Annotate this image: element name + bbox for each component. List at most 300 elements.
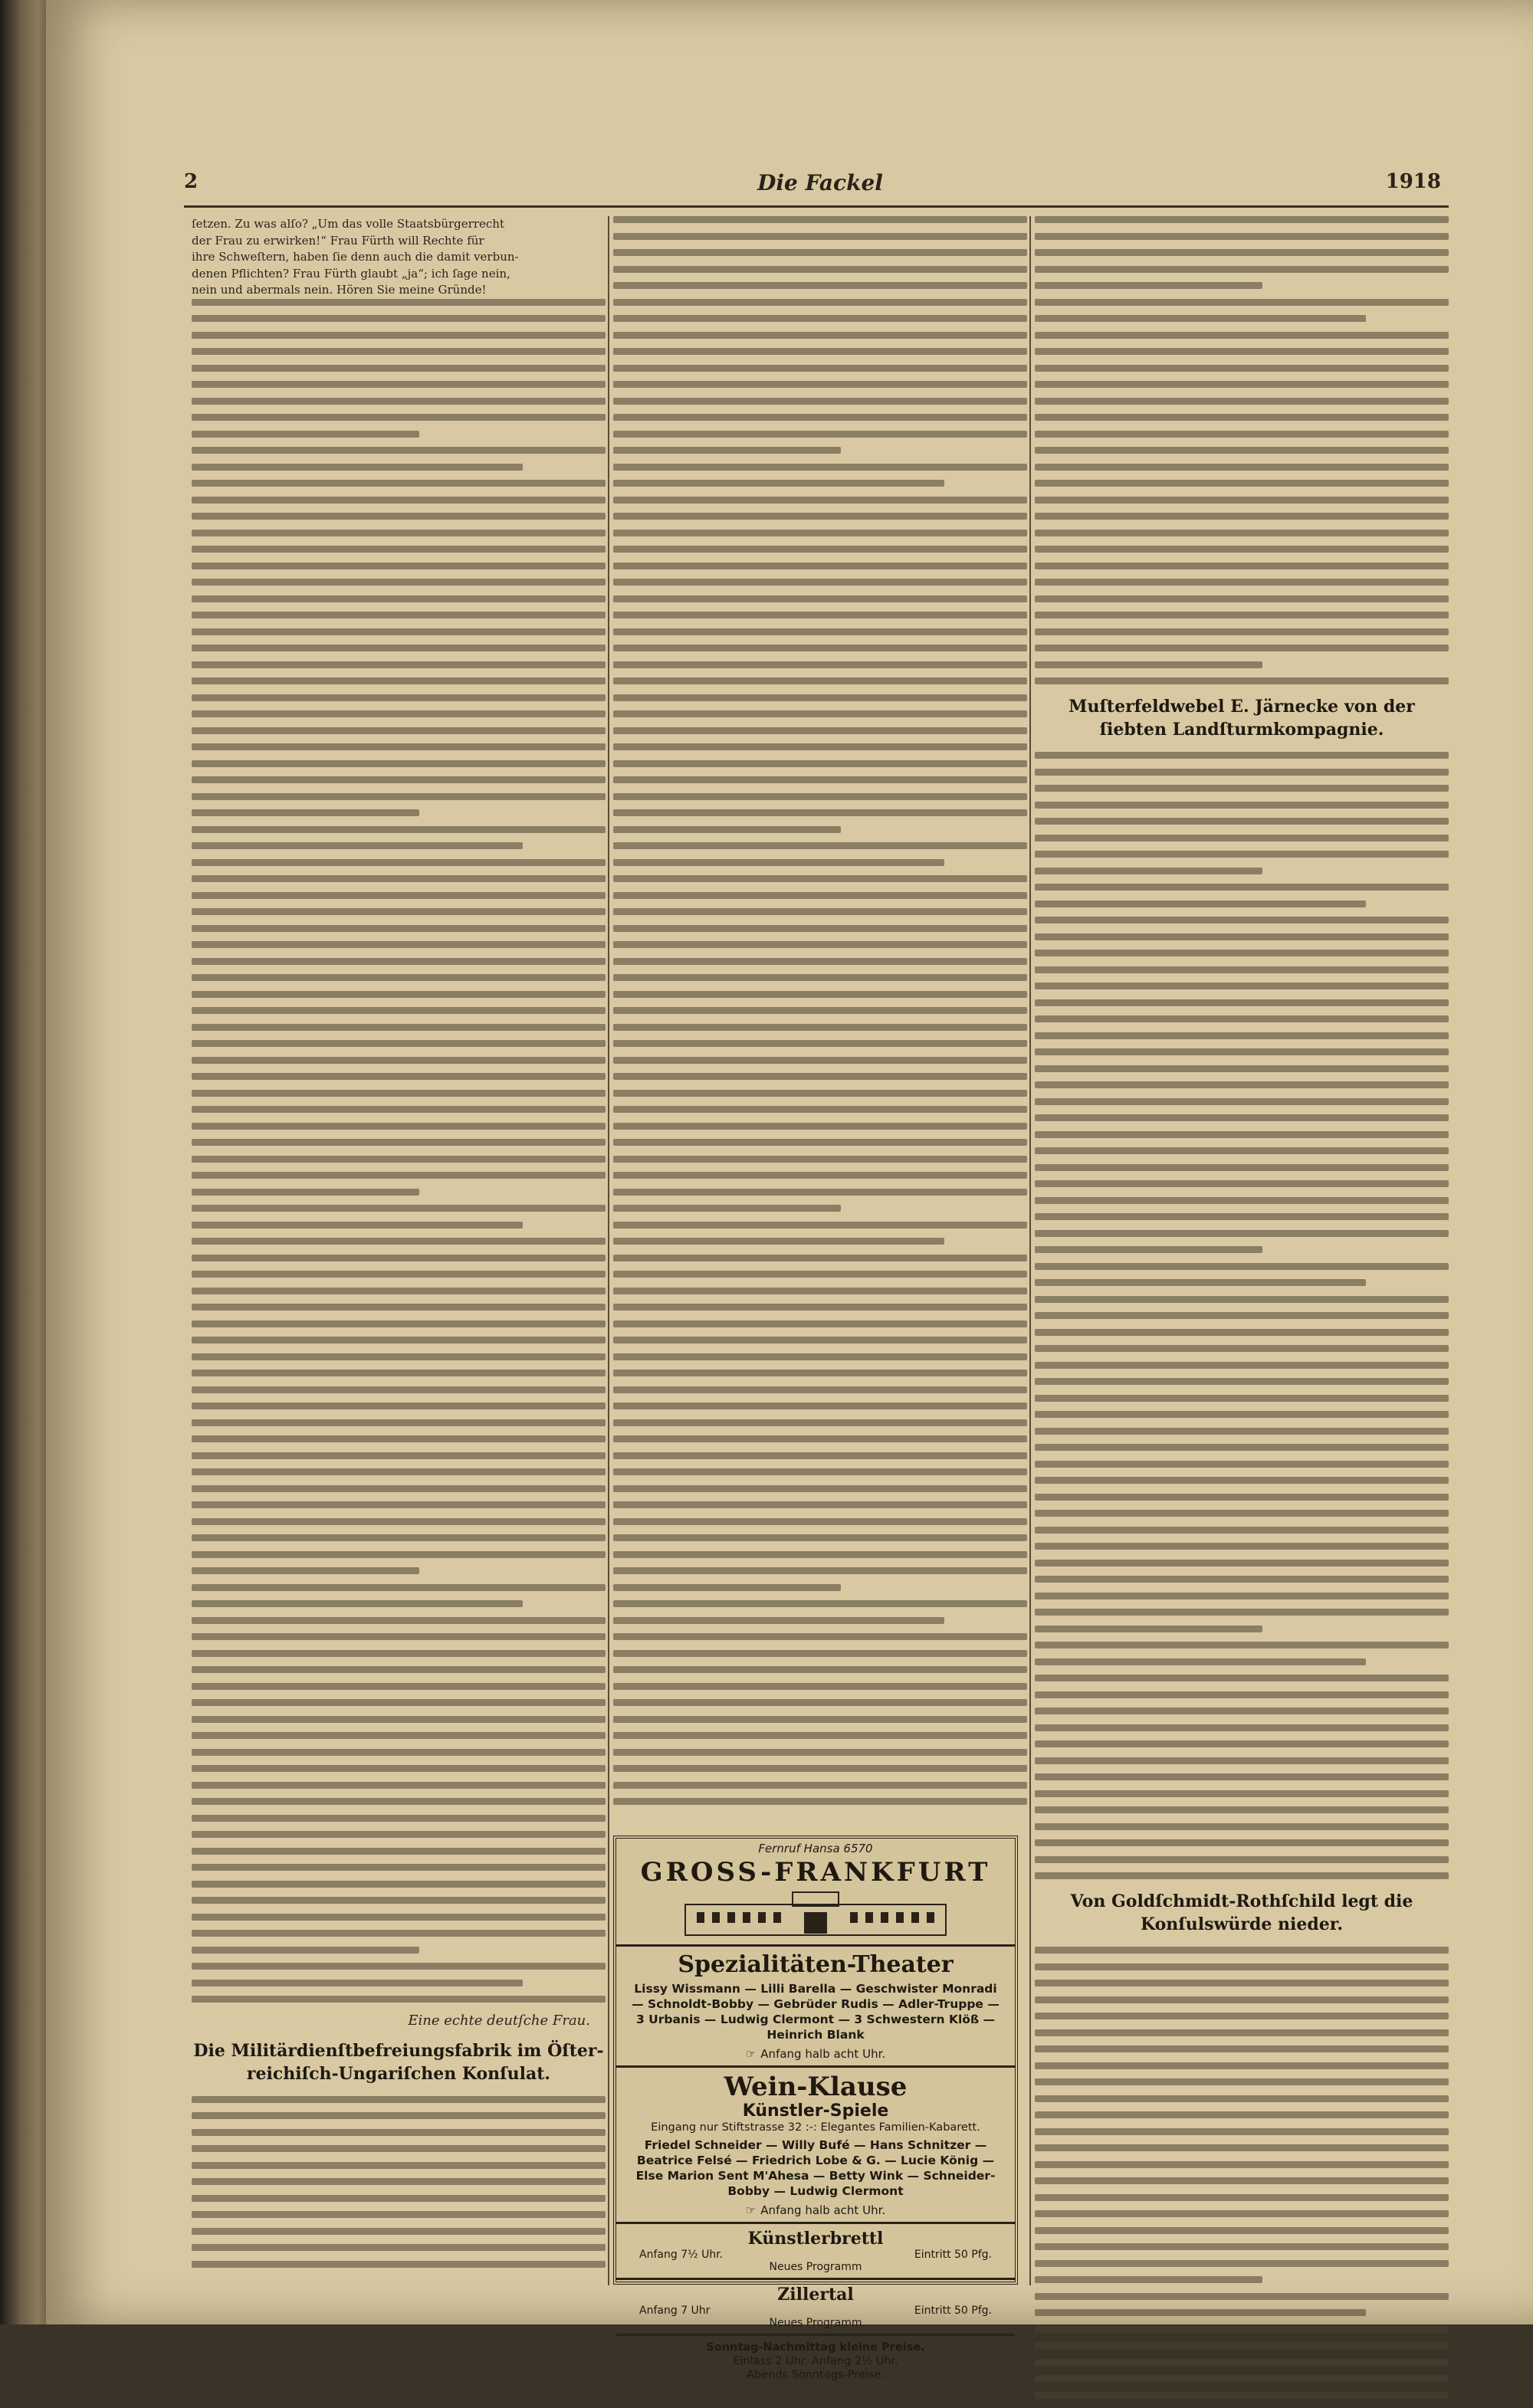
text-line bbox=[613, 464, 1027, 471]
text-line bbox=[192, 1897, 606, 1904]
text-line bbox=[192, 1881, 606, 1888]
text-line bbox=[1035, 1395, 1449, 1402]
article-heading-jaernecke: Muſterfeldwebel E. Järnecke von der ſiebten Landſturmkompagnie. bbox=[1069, 697, 1415, 740]
text-line bbox=[1035, 1131, 1449, 1138]
text-line bbox=[1035, 1114, 1449, 1121]
text-line bbox=[192, 1271, 606, 1278]
text-line bbox=[1035, 1362, 1449, 1369]
text-line bbox=[1035, 2210, 1449, 2217]
text-line bbox=[613, 1205, 841, 1212]
text-line bbox=[1035, 1740, 1449, 1747]
text-line bbox=[613, 1600, 1027, 1607]
text-line bbox=[613, 1057, 1027, 1064]
text-line bbox=[1035, 1312, 1449, 1319]
ad-brettl-start: Anfang 7½ Uhr. bbox=[639, 2249, 724, 2261]
ad-brettl-title: Künstlerbrettl bbox=[747, 2229, 884, 2249]
text-line bbox=[192, 1600, 523, 1607]
text-line bbox=[1035, 1543, 1449, 1550]
text-line bbox=[613, 727, 1027, 734]
advertisement-gross-frankfurt bbox=[613, 1836, 1018, 2381]
text-line bbox=[192, 1468, 606, 1475]
text-line bbox=[192, 546, 606, 553]
text-line bbox=[192, 661, 606, 668]
text-line bbox=[1035, 1279, 1366, 1286]
text-line bbox=[1035, 677, 1449, 684]
text-line bbox=[1035, 266, 1449, 273]
text-line bbox=[613, 991, 1027, 998]
text-line bbox=[192, 464, 523, 471]
text-line bbox=[613, 925, 1027, 932]
text-line bbox=[1035, 2227, 1449, 2234]
text-line bbox=[1035, 1691, 1449, 1698]
text-line bbox=[192, 1485, 606, 1492]
text-line bbox=[192, 299, 606, 306]
text-line bbox=[613, 710, 1027, 717]
text-line bbox=[192, 1501, 606, 1508]
text-line: ſetzen. Zu was alſo? „Um das volle Staatsbürgerrecht bbox=[192, 217, 504, 231]
text-line bbox=[1035, 868, 1262, 874]
text-line bbox=[1035, 2375, 1449, 2382]
text-line bbox=[192, 2244, 606, 2251]
text-line bbox=[192, 1057, 606, 1064]
text-line bbox=[613, 282, 1027, 289]
text-line bbox=[613, 1452, 1027, 1459]
text-line bbox=[192, 1024, 606, 1031]
text-line bbox=[613, 1584, 841, 1591]
text-line bbox=[192, 974, 606, 981]
text-line bbox=[613, 1189, 1027, 1196]
ad-wein-klause-entry: Eingang nur Stiftstrasse 32 :-: Elegantes Familien-Kabarett. bbox=[651, 2121, 980, 2134]
text-line bbox=[1035, 464, 1449, 471]
text-line bbox=[1035, 802, 1449, 809]
text-line bbox=[1035, 398, 1449, 405]
text-line bbox=[192, 842, 523, 849]
text-line bbox=[192, 677, 606, 684]
text-line bbox=[1035, 1477, 1449, 1484]
ad-venue-name: GROSS-FRANKFURT bbox=[640, 1857, 991, 1888]
text-line: der Frau zu erwirken!“ Frau Fürth will Rechte für bbox=[192, 233, 484, 248]
text-line bbox=[1035, 1494, 1449, 1501]
text-line bbox=[613, 1222, 1027, 1229]
page-header bbox=[184, 170, 1456, 201]
text-line bbox=[613, 1040, 1027, 1047]
text-line bbox=[1035, 2111, 1449, 2118]
ad-brettl-fee: Eintritt 50 Pfg. bbox=[914, 2249, 992, 2261]
text-line bbox=[1035, 1510, 1449, 1517]
text-line bbox=[192, 1205, 606, 1212]
ad-zillertal-program: Neues Programm bbox=[769, 2317, 862, 2329]
text-line bbox=[613, 941, 1027, 948]
ad-evening-prices: Abends Sonntags-Preise. bbox=[747, 2369, 885, 2381]
text-line bbox=[192, 1650, 606, 1657]
text-line bbox=[1035, 1872, 1449, 1879]
text-line bbox=[1035, 818, 1449, 825]
text-line bbox=[1035, 2276, 1262, 2283]
text-line bbox=[613, 1353, 1027, 1360]
text-line bbox=[1035, 1378, 1449, 1385]
text-line bbox=[192, 1848, 606, 1855]
text-line bbox=[1035, 282, 1262, 289]
column-divider-2 bbox=[1029, 216, 1031, 2285]
text-line bbox=[192, 1782, 606, 1789]
text-line: ihre Schweſtern, haben ſie denn auch die damit verbun- bbox=[192, 250, 519, 264]
text-line bbox=[613, 661, 1027, 668]
text-line bbox=[1035, 2095, 1449, 2102]
text-line bbox=[613, 1732, 1027, 1739]
text-line bbox=[192, 332, 606, 339]
text-line bbox=[1035, 1081, 1449, 1088]
text-line bbox=[613, 1419, 1027, 1426]
text-line bbox=[613, 365, 1027, 372]
text-line bbox=[192, 1189, 419, 1196]
text-line bbox=[613, 299, 1027, 306]
text-line bbox=[1035, 563, 1449, 569]
text-line bbox=[613, 1123, 1027, 1130]
text-line bbox=[1035, 2194, 1449, 2201]
text-line bbox=[1035, 2309, 1366, 2316]
text-line bbox=[1035, 950, 1449, 956]
text-line bbox=[1035, 1213, 1449, 1220]
text-line bbox=[192, 2261, 606, 2268]
text-line bbox=[192, 1370, 606, 1376]
text-line bbox=[1035, 1980, 1449, 1986]
text-line bbox=[613, 908, 1027, 915]
text-line bbox=[192, 793, 606, 800]
ad-divider bbox=[616, 2222, 1015, 2224]
text-line bbox=[192, 958, 606, 965]
text-line bbox=[1035, 1411, 1449, 1418]
text-line bbox=[613, 1765, 1027, 1772]
text-line bbox=[613, 1090, 1027, 1097]
text-line bbox=[1035, 1593, 1449, 1599]
text-line bbox=[1035, 1230, 1449, 1237]
text-line bbox=[613, 1468, 1027, 1475]
text-line bbox=[192, 1716, 606, 1723]
text-line bbox=[1035, 851, 1449, 858]
text-line bbox=[613, 1370, 1027, 1376]
text-line bbox=[1035, 1263, 1449, 1270]
text-line bbox=[1035, 1032, 1449, 1039]
text-line bbox=[1035, 901, 1366, 907]
text-line bbox=[613, 480, 944, 487]
article-text-block bbox=[192, 2096, 606, 2268]
text-line bbox=[192, 1732, 606, 1739]
text-line bbox=[1035, 579, 1449, 586]
text-line bbox=[613, 809, 1027, 816]
text-line bbox=[1035, 447, 1449, 454]
text-line bbox=[613, 414, 1027, 421]
text-line bbox=[613, 431, 1027, 438]
text-line bbox=[192, 1222, 523, 1229]
text-line bbox=[1035, 1296, 1449, 1303]
ad-zillertal-fee: Eintritt 50 Pfg. bbox=[914, 2305, 992, 2317]
text-line bbox=[192, 1963, 606, 1970]
text-line bbox=[613, 694, 1027, 701]
text-line bbox=[1035, 966, 1449, 973]
text-line bbox=[192, 1106, 606, 1113]
text-line bbox=[613, 348, 1027, 355]
text-line bbox=[1035, 2013, 1449, 2019]
text-line bbox=[1035, 2177, 1449, 2184]
text-line bbox=[613, 1255, 1027, 1261]
text-line bbox=[192, 1255, 606, 1261]
ad-start-note-2: ☞ Anfang halb acht Uhr. bbox=[745, 2203, 886, 2217]
text-line bbox=[1035, 1658, 1366, 1665]
text-line bbox=[192, 1633, 606, 1640]
text-line bbox=[1035, 1790, 1449, 1797]
text-line bbox=[192, 1090, 606, 1097]
text-line bbox=[613, 628, 1027, 635]
text-line bbox=[613, 266, 1027, 273]
text-line bbox=[613, 1633, 1027, 1640]
text-line bbox=[1035, 1724, 1449, 1731]
text-line bbox=[192, 727, 606, 734]
text-line bbox=[192, 925, 606, 932]
text-line bbox=[192, 2145, 606, 2152]
text-line bbox=[192, 2211, 606, 2218]
text-line bbox=[1035, 299, 1449, 306]
text-line bbox=[1035, 752, 1449, 759]
text-line bbox=[1035, 1329, 1449, 1336]
text-line bbox=[192, 826, 606, 833]
ad-sunday-times: Einlass 2 Uhr. Anfang 2½ Uhr. bbox=[733, 2355, 898, 2367]
text-line bbox=[1035, 1839, 1449, 1846]
text-line bbox=[1035, 315, 1366, 322]
text-line bbox=[1035, 216, 1449, 223]
text-line bbox=[192, 315, 606, 322]
ad-divider bbox=[616, 2278, 1015, 2280]
text-line bbox=[192, 892, 606, 899]
text-line bbox=[613, 1501, 1027, 1508]
text-line bbox=[192, 447, 606, 454]
text-line bbox=[192, 348, 606, 355]
text-line bbox=[192, 1996, 606, 2003]
text-line bbox=[192, 809, 419, 816]
ad-divider bbox=[616, 2065, 1015, 2068]
text-line bbox=[1035, 2161, 1449, 2168]
text-line bbox=[613, 1156, 1027, 1163]
text-line bbox=[192, 595, 606, 602]
text-line bbox=[192, 1699, 606, 1706]
article-text-block bbox=[1035, 752, 1449, 1879]
text-line bbox=[613, 1024, 1027, 1031]
text-line bbox=[1035, 1823, 1449, 1830]
text-line bbox=[613, 1320, 1027, 1327]
text-line bbox=[1035, 332, 1449, 339]
text-line bbox=[192, 1534, 606, 1541]
text-line bbox=[1035, 2359, 1449, 2366]
text-line bbox=[613, 1650, 1027, 1657]
text-line bbox=[1035, 1444, 1449, 1451]
text-line bbox=[613, 743, 1027, 750]
text-line bbox=[613, 1683, 1027, 1690]
ad-start-note: ☞ Anfang halb acht Uhr. bbox=[745, 2047, 886, 2061]
text-line bbox=[1035, 1015, 1449, 1022]
article-heading-military-exemption: Die Militärdienſtbefreiungsfabrik im Öſter-reichiſch-Ungariſchen Konſulat. bbox=[193, 2040, 604, 2084]
text-line bbox=[1035, 1065, 1449, 1072]
text-line bbox=[192, 1172, 606, 1179]
text-line bbox=[192, 1518, 606, 1525]
text-line bbox=[613, 1567, 1027, 1574]
masthead-title: Die Fackel bbox=[757, 170, 883, 195]
text-line bbox=[192, 2162, 606, 2169]
text-line bbox=[1035, 1527, 1449, 1534]
text-line bbox=[613, 1238, 944, 1245]
text-line bbox=[1035, 661, 1262, 668]
text-line bbox=[192, 1551, 606, 1558]
text-line bbox=[192, 1749, 606, 1756]
text-line bbox=[192, 579, 606, 586]
text-line bbox=[613, 381, 1027, 388]
text-line bbox=[192, 2112, 606, 2119]
text-line bbox=[192, 1238, 606, 1245]
text-line bbox=[192, 612, 606, 618]
ad-sunday-prices: Sonntag-Nachmittag kleine Preise. bbox=[706, 2341, 925, 2354]
text-line bbox=[1035, 1963, 1449, 1970]
text-line bbox=[613, 216, 1027, 223]
text-line bbox=[1035, 933, 1449, 940]
text-line bbox=[1035, 546, 1449, 553]
text-line bbox=[192, 1073, 606, 1080]
text-line bbox=[1035, 1180, 1449, 1187]
ad-zillertal-info bbox=[616, 2305, 1015, 2317]
text-line bbox=[192, 1123, 606, 1130]
text-line bbox=[192, 1007, 606, 1014]
text-line bbox=[192, 563, 606, 569]
text-line bbox=[192, 1914, 606, 1921]
building-illustration-icon bbox=[678, 1889, 954, 1937]
text-line bbox=[1035, 645, 1449, 651]
text-line bbox=[192, 1584, 606, 1591]
text-line bbox=[192, 760, 606, 767]
text-line bbox=[613, 563, 1027, 569]
page-year: 1918 bbox=[1385, 170, 1441, 193]
text-line bbox=[192, 941, 606, 948]
text-line bbox=[1035, 1428, 1449, 1435]
text-line bbox=[192, 1304, 606, 1311]
text-line bbox=[1035, 480, 1449, 487]
text-line bbox=[1035, 1461, 1449, 1468]
text-line bbox=[613, 1172, 1027, 1179]
ad-wein-klause-title: Wein-Klause bbox=[724, 2072, 908, 2102]
text-line bbox=[1035, 1345, 1449, 1352]
text-line bbox=[192, 480, 606, 487]
text-line bbox=[1035, 2062, 1449, 2069]
text-line bbox=[192, 859, 606, 866]
text-line bbox=[613, 859, 944, 866]
text-line bbox=[192, 1419, 606, 1426]
text-line bbox=[613, 793, 1027, 800]
text-line bbox=[1035, 628, 1449, 635]
text-line bbox=[613, 1518, 1027, 1525]
text-line bbox=[1035, 2342, 1449, 2349]
text-line bbox=[613, 1304, 1027, 1311]
text-line bbox=[613, 1534, 1027, 1541]
text-line bbox=[613, 1485, 1027, 1492]
text-line bbox=[192, 1798, 606, 1805]
text-line bbox=[613, 645, 1027, 651]
text-line bbox=[613, 1666, 1027, 1673]
text-line bbox=[1035, 1626, 1262, 1632]
text-line bbox=[613, 497, 1027, 504]
text-line bbox=[613, 612, 1027, 618]
text-line bbox=[192, 1353, 606, 1360]
article-heading-goldschmidt: Von Goldſchmidt-Rothſchild legt die Konſulswürde nieder. bbox=[1070, 1891, 1413, 1934]
text-line bbox=[1035, 1576, 1449, 1583]
text-line bbox=[1035, 2392, 1449, 2399]
text-line bbox=[613, 315, 1027, 322]
text-line bbox=[1035, 365, 1449, 372]
text-line bbox=[1035, 1757, 1449, 1764]
text-line bbox=[613, 1139, 1027, 1146]
text-line bbox=[1035, 1164, 1449, 1171]
text-line bbox=[1035, 983, 1449, 989]
text-line bbox=[192, 991, 606, 998]
text-line bbox=[192, 1040, 606, 1047]
text-line bbox=[192, 2178, 606, 2185]
text-line bbox=[613, 1402, 1027, 1409]
text-line bbox=[192, 1402, 606, 1409]
text-line bbox=[192, 2129, 606, 2136]
text-line bbox=[192, 365, 606, 372]
column-3 bbox=[1035, 216, 1449, 2408]
text-line bbox=[1035, 999, 1449, 1006]
text-line bbox=[192, 398, 606, 405]
text-line bbox=[613, 1798, 1027, 1805]
column-2 bbox=[613, 216, 1027, 1815]
pointing-hand-icon: ☞ bbox=[745, 2047, 757, 2061]
text-line bbox=[192, 1815, 606, 1822]
text-line bbox=[1035, 1773, 1449, 1780]
text-line bbox=[192, 875, 606, 882]
text-line bbox=[1035, 513, 1449, 520]
text-line bbox=[1035, 2029, 1449, 2036]
text-line bbox=[192, 694, 606, 701]
text-line bbox=[613, 1288, 1027, 1294]
text-line bbox=[192, 1765, 606, 1772]
ad-theater-acts: Lissy Wissmann — Lilli Barella — Geschwister Monradi — Schnoldt-Bobby — Gebrüder Rudis — Adler-Truppe — 3 Urbanis — Ludwig Clermont — 3 Schwestern Klöß — Heinrich Blank bbox=[632, 1982, 1000, 2042]
ad-zillertal-title: Zillertal bbox=[777, 2285, 854, 2305]
text-line bbox=[1035, 1856, 1449, 1863]
text-line bbox=[613, 974, 1027, 981]
page-number: 2 bbox=[184, 170, 199, 193]
pointing-hand-icon: ☞ bbox=[745, 2203, 757, 2217]
text-line bbox=[1035, 884, 1449, 891]
text-line bbox=[613, 1337, 1027, 1343]
text-line bbox=[192, 1980, 523, 1986]
text-line bbox=[1035, 1197, 1449, 1204]
text-line bbox=[192, 1386, 606, 1393]
text-line bbox=[613, 1551, 1027, 1558]
article-text-block bbox=[192, 216, 606, 2003]
text-line bbox=[1035, 785, 1449, 792]
text-line bbox=[613, 1007, 1027, 1014]
text-line bbox=[613, 875, 1027, 882]
text-line bbox=[613, 826, 841, 833]
header-rule bbox=[184, 205, 1449, 208]
text-line bbox=[1035, 1609, 1449, 1616]
text-line bbox=[613, 332, 1027, 339]
text-line bbox=[1035, 2243, 1449, 2250]
text-line bbox=[1035, 1246, 1262, 1253]
text-line bbox=[192, 1320, 606, 1327]
article-signature: Eine echte deutſche Frau. bbox=[408, 2012, 590, 2029]
text-line bbox=[192, 431, 419, 438]
article-text-block bbox=[1035, 1947, 1449, 2399]
text-line bbox=[613, 958, 1027, 965]
text-line bbox=[613, 513, 1027, 520]
text-line bbox=[192, 1567, 419, 1574]
